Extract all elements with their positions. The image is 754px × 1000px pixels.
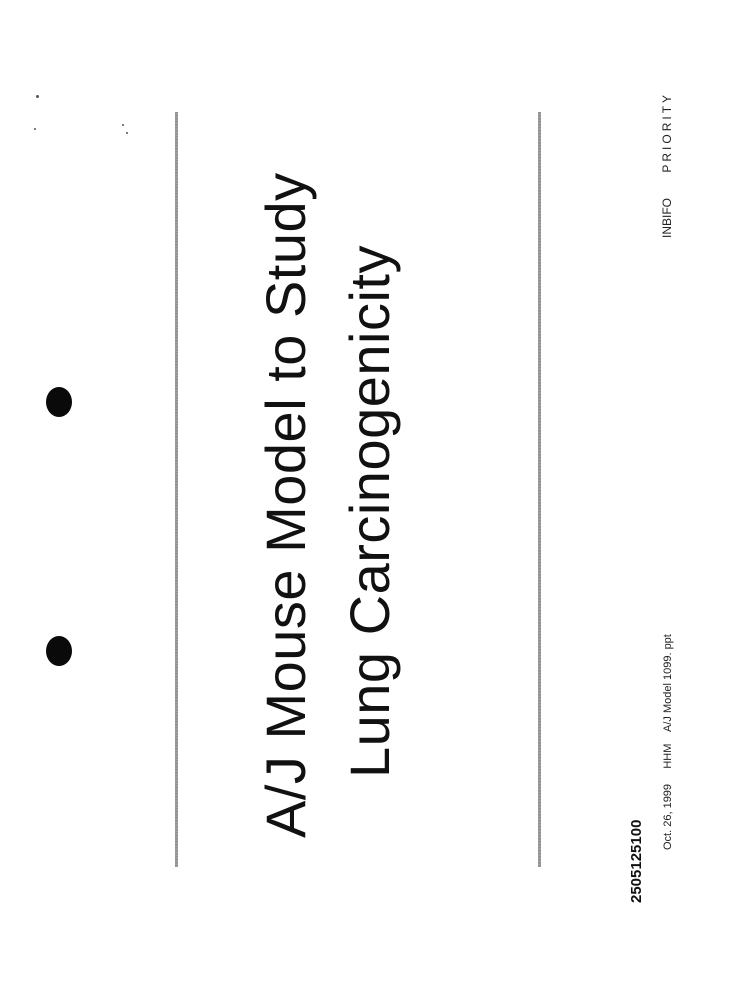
slide-bottom-rule xyxy=(538,112,541,867)
punch-hole-lower xyxy=(46,636,72,666)
scan-speck xyxy=(122,124,124,126)
footer-filename: A/J Model 1099. ppt xyxy=(662,634,674,732)
footer-meta xyxy=(662,634,674,850)
slide-top-rule xyxy=(175,112,178,867)
scan-speck xyxy=(34,128,36,130)
scan-speck xyxy=(126,132,128,134)
footer-classification xyxy=(660,92,674,238)
footer-date: Oct. 26, 1999 xyxy=(662,783,674,850)
punch-hole-upper xyxy=(46,387,72,417)
slide-title-line-2: Lung Carcinogenicity xyxy=(338,245,401,778)
scan-speck xyxy=(36,95,39,98)
footer-priority: PRIORITY xyxy=(660,91,674,173)
footer-organization: INBIFO xyxy=(660,197,674,238)
slide-title-line-1: A/J Mouse Model to Study xyxy=(254,172,317,838)
document-number: 2505125100 xyxy=(628,819,645,903)
footer-author: HHM xyxy=(662,743,674,769)
